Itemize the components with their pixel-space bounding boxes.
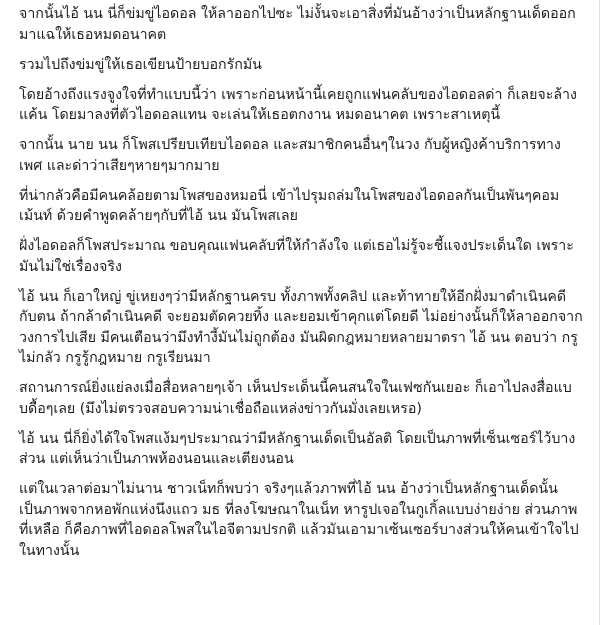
post-paragraph-9: ไอ้ นน นี่ก็ยิ่งได้ใจโพสแง้มๆประมาณว่ามีหลักฐานเด็ดเป็นอัลติ โดยเป็นภาพที่เซ็นเซอร์ไว้บางส่วน แต่เห็นว่าเป็นภาพห้องนอนและเตียงนอน <box>19 430 576 467</box>
post-paragraph-5: ที่น่ากลัวคือมีคนคล้อยตามโพสของหมอนี่ เข้าไปรุมถล่มในโพสของไอดอลกันเป็นพันๆคอมเม้นท์ ด้วยคำพูดคล้ายๆกับที่ไอ้ นน มันโพสเลย <box>19 187 560 224</box>
post-paragraph-4: จากนั้น นาย นน ก็โพสเปรียบเทียบไอดอล และสมาชิกคนอื่นๆในวง กับผู้หญิงค้าบริการทางเพศ และด่าว่าเสียๆหายๆมากมาย <box>19 137 561 174</box>
post-paragraph-10: แต่ในเวลาต่อมาไม่นาน ชาวเน็ทก็พบว่า จริงๆแล้วภาพที่ไอ้ นน อ้างว่าเป็นหลักฐานเด็ดนั้น เป็นภาพจากหอพักแห่งนึงแถว มธ ที่ลงโฆษณาในเน็ท หารูปเจอในกูเกิ้ลแบบง่ายง่าย ส่วนภาพที่เหลือ ก็คือภาพที่ไอดอลโพสในไอจีตามปรกติ แล้วมันเอามาเซ้นเซอร์บางส่วนให้คนเข้าใจไปในทางนั้น <box>19 481 579 559</box>
post-paragraph-1: จากนั้นไอ้ นน นี่ก็ข่มขู่ไอดอล ให้ลาออกไปซะ ไม่งั้นจะเอาสิ่งที่มันอ้างว่าเป็นหลักฐานเด็ดออกมาแฉให้เธอหมดอนาคต <box>19 6 576 43</box>
post-paragraph-7: ไอ้ นน ก็เอาใหญ่ ขู่เหยงๆว่ามีหลักฐานครบ ทั้งภาพทั้งคลิป และท้าทายให้อีกฝั่งมาดำเนินคดีกับตน ถ้ากล้าดำเนินคดี จะยอมตัดควยทิ้ง และยอมเข้าคุกแต่โดยดี ไม่อย่างนั้นก็ให้ลาออกจากวงการไปเสีย มีคนเตือนว่ามึงทำงี้มันไม่ถูกต้อง มันผิดกฎหมายหลายมาตรา ไอ้ นน ตอบว่า กรูไม่กลัว กรูรู้กฎหมาย กรูเรียนมา <box>19 288 583 366</box>
post-paragraph-6: ฝั่งไอดอลก็โพสประมาณ ขอบคุณแฟนคลับที่ให้กำลังใจ แต่เธอไม่รู้จะชี้แจงประเด็นใด เพราะมันไม่ใช่เรื่องจริง <box>19 238 574 275</box>
post-paragraph-8: สถานการณ์ยิ่งแย่ลงเมื่อสื่อหลายๆเจ้า เห็นประเด็นนี้คนสนใจในเฟซกันเยอะ ก็เอาไปลงสื่อแบบดื้อๆเลย (มึงไม่ตรวจสอบความน่าเชื่อถือแหล่งข่าวกันมั่งเลยเหรอ) <box>19 380 572 417</box>
post-paragraph-3: โดยอ้างถึงแรงจูงใจที่ทำแบบนี้ว่า เพราะก่อนหน้านี้เคยถูกแฟนคลับของไอดอลด่า ก็เลยจะล้างแค้น โดยมาลงที่ตัวไอดอลแทน จะเล่นให้เธอตกงาน หมดอนาคต เพราะสาเหตุนี้ <box>19 86 577 123</box>
post-paragraph-2: รวมไปถึงข่มขู่ให้เธอเขียนป้ายบอกรักมัน <box>19 56 262 73</box>
